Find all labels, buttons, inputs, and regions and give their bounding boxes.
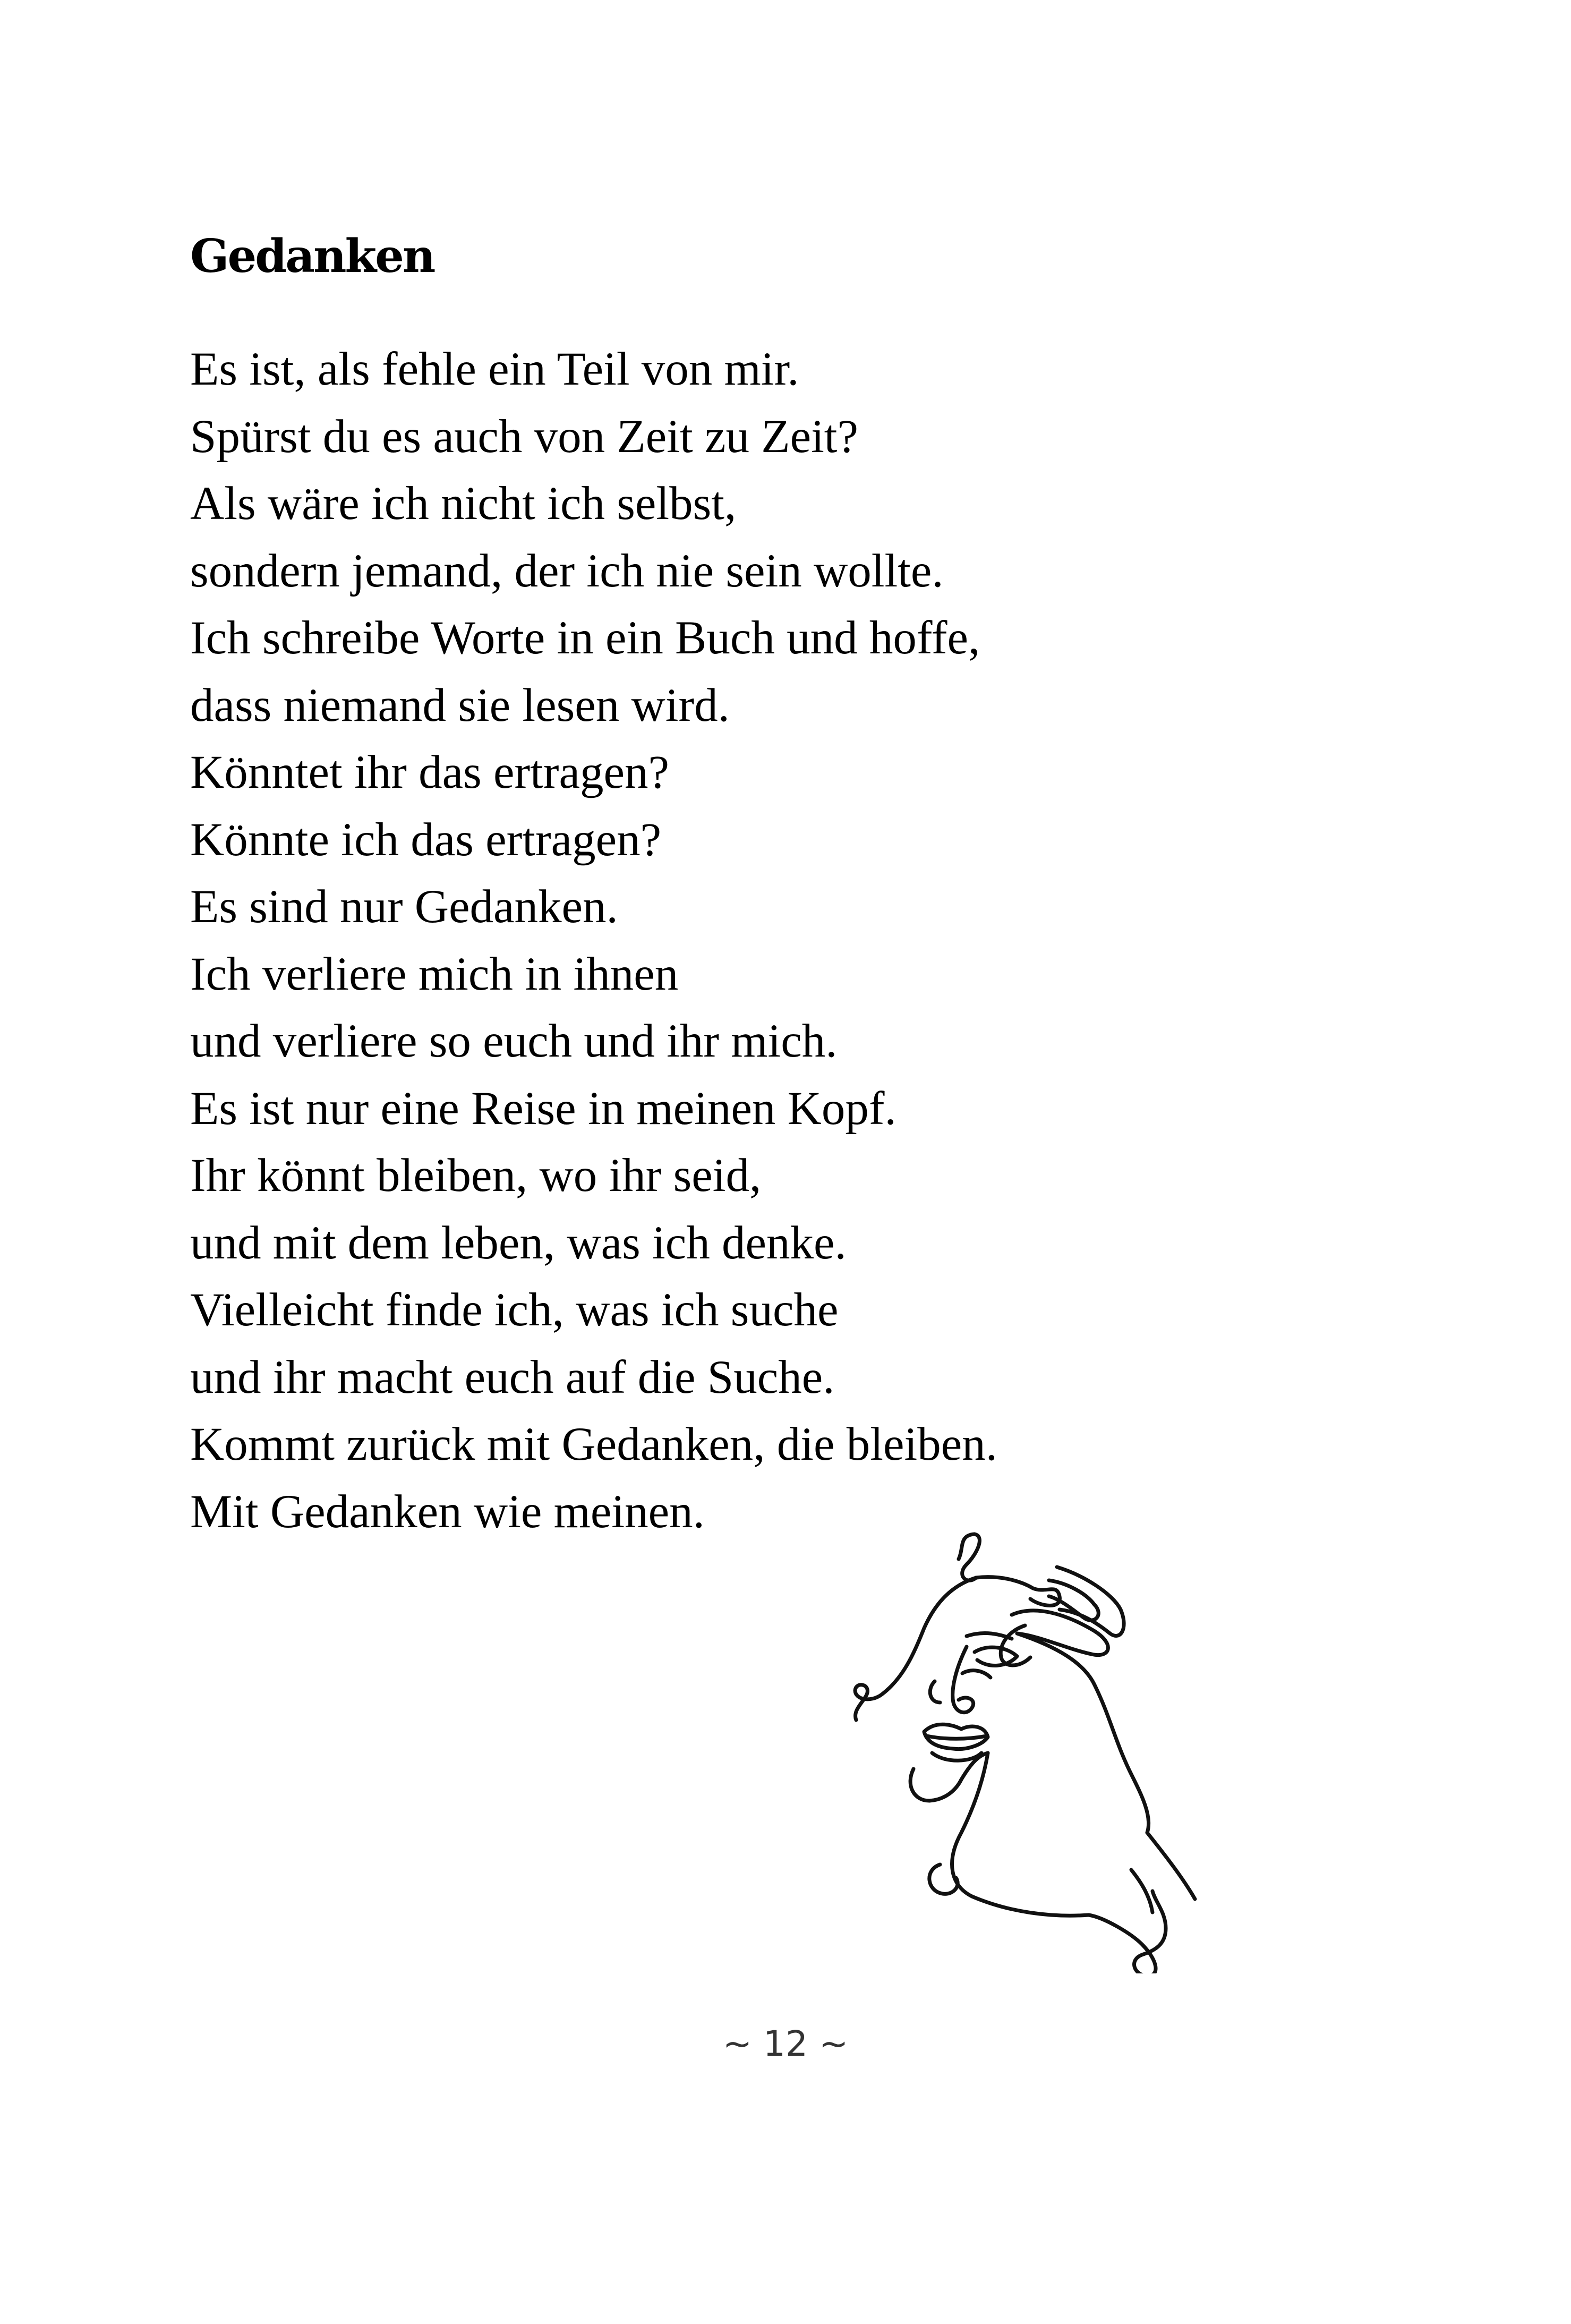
poem-body: [190, 336, 997, 1545]
poem-line: Spürst du es auch von Zeit zu Zeit?: [190, 410, 859, 463]
poem-line: Es ist, als fehle ein Teil von mir.: [190, 343, 799, 395]
poem-line: und verliere so euch und ihr mich.: [190, 1015, 838, 1067]
poem-title: Gedanken: [190, 229, 434, 283]
poem-line: sondern jemand, der ich nie sein wollte.: [190, 544, 944, 597]
poem-line: Als wäre ich nicht ich selbst,: [190, 478, 737, 530]
poem-line: Könntet ihr das ertragen?: [190, 746, 669, 798]
poem-line: Vielleicht finde ich, was ich suche: [190, 1284, 839, 1336]
poem-line: und ihr macht euch auf die Suche.: [190, 1351, 835, 1403]
poem-line: und mit dem leben, was ich denke.: [190, 1216, 847, 1269]
poem-line: Kommt zurück mit Gedanken, die bleiben.: [190, 1418, 997, 1470]
poem-line: Es sind nur Gedanken.: [190, 881, 618, 933]
poem-line: dass niemand sie lesen wird.: [190, 679, 730, 731]
poem-line: Ich verliere mich in ihnen: [190, 948, 679, 1000]
poem-line: Ihr könnt bleiben, wo ihr seid,: [190, 1150, 762, 1202]
poem-line: Könnte ich das ertragen?: [190, 813, 662, 866]
page-number: ~ 12 ~: [722, 2023, 849, 2064]
poem-line: Mit Gedanken wie meinen.: [190, 1485, 705, 1538]
poem-line: Ich schreibe Worte in ein Buch und hoffe,: [190, 612, 980, 664]
poem-line: Es ist nur eine Reise in meinen Kopf.: [190, 1082, 897, 1135]
line-drawing-face-icon: [842, 1522, 1214, 1973]
